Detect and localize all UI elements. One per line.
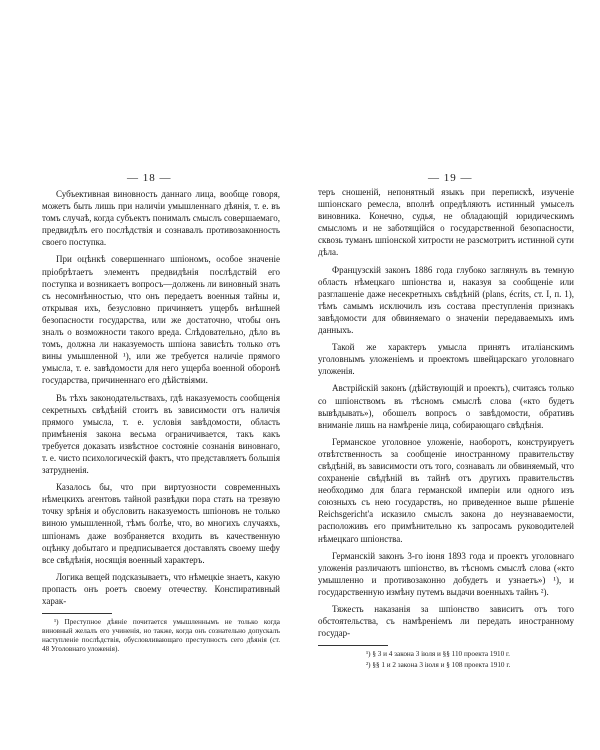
paragraph: Въ тѣхъ законодательствахъ, гдѣ наказуемость сообщенія секретныхъ свѣдѣній стоитъ въ зависимости отъ наличія прямого умысла, т. е. условія завѣдомости, область примѣненія закона весьма ограничивается, такъ какъ требуется доказать извѣстное состояніе сознанія виновнаго, т. е. чисто психологическій фактъ, что представляетъ большія затрудненія. [42, 392, 280, 476]
footnote-divider [42, 613, 112, 614]
footnote-divider [318, 645, 388, 646]
paragraph: При оцѣнкѣ совершеннаго шпіономъ, особое значеніе пріобрѣтаетъ элементъ предвидѣнія послѣдствій его поступка и возникаетъ вопросъ—должень ли виновный знать съ несомнѣнностью, что онъ передаетъ военныя тайны и, открывая ихъ, безусловно причиняетъ ущербъ внѣшней безопасности государства, или же достаточно, чтобы онъ зналъ о возможности такого вреда. Слѣдовательно, дѣло въ томъ, должна ли наказуемость шпіона зависѣть только отъ вины умышленной ¹), или же требуется наличіе прямого умысла, т. е. завѣдомости для него ущерба военной оборонѣ государства, причиненнаго его дѣйствіями. [42, 254, 280, 386]
paragraph: Тяжесть наказанія за шпіонство зависитъ отъ того обстоятельства, съ намѣреніемъ ли передать иностранному государ- [318, 604, 574, 639]
left-text-column [42, 188, 280, 656]
paragraph: Французскій законъ 1886 года глубоко заглянулъ въ темную область нѣмецкаго шпіонства и, наказуя за сообщеніе или разглашеніе даже несекретныхъ свѣдѣній (plans, écrits, ст. I, п. 1), тѣмъ самымъ исключилъ изъ состава преступленія признакъ завѣдомости для обвиняемаго о значеніи передаваемыхъ имъ данныхъ. [318, 264, 574, 336]
footnote: ²) §§ 1 и 2 закона 3 іюля и § 108 проекта 1910 г. [366, 661, 511, 670]
paragraph: Субъективная виновность даннаго лица, вообще говоря, можетъ быть лишь при наличіи умышленнаго дѣянія, т. е. въ томъ случаѣ, когда субъектъ понималъ смыслъ совершаемаго, предвидѣлъ его послѣдствія и сознавалъ противозаконность своего поступка. [42, 189, 280, 248]
paragraph: Логика вещей подсказываетъ, что нѣмецкіе знаетъ, какую пропасть онъ роетъ своему отечеству. Конспиративный харак- [42, 571, 280, 606]
paragraph: теръ сношеній, непонятный языкъ при перепискѣ, изученіе шпіонскаго ремесла, вполнѣ опредѣляютъ истинный умыселъ виновника. Конечно, судья, не обладающій юридическимъ смысломъ и не заботящійся о государственной безопасности, сквозь туманъ шпіонской хитрости не разсмотритъ истинной сути дѣла. [318, 187, 574, 258]
paragraph: Австрійскій законъ (дѣйствующій и проектъ), считаясь только со шпіонствомъ въ тѣсномъ смыслѣ слова («кто будетъ вывѣдывать»), обошелъ вопросъ о завѣдомости, обративъ вниманіе лишь на намѣреніе лица, собирающаго свѣдѣнія. [318, 383, 574, 430]
footnote: ¹) § 3 и 4 закона 3 іюля и §§ 110 проекта 1910 г. [366, 650, 510, 659]
paragraph: Казалось бы, что при виртуозности современныхъ нѣмецкихъ агентовъ тайной развѣдки пора стать на трезвую точку зрѣнія и обусловить наказуемость шпіоновъ не только виною умышленной, тѣмъ болѣе, что, во многихъ случаяхъ, шпіонамъ даже возбраняется входить въ качественную оцѣнку добытаго и предписывается доставлять своему шефу все свѣдѣнія, носящія военный характеръ. [42, 482, 280, 565]
paragraph: Германское уголовное уложеніе, наоборотъ, конструируетъ отвѣтственность за сообщеніе иностранному правительству свѣдѣній, въ зависимости отъ того, сознавалъ ли обвиняемый, что сохраненіе свѣдѣній въ тайнѣ отъ другихъ правительствъ необходимо для блага германской имперіи или одного изъ союзныхъ съ нею государствъ, но приведенное выше рѣшеніе Reichsgericht'а исказило смыслъ закона до неузнаваемости, расположивъ его примѣнительно къ запросамъ руководителей нѣмецкаго шпіонства. [318, 436, 574, 544]
paragraph: Такой же характеръ умысла принятъ италіанскимъ уголовнымъ уложеніемъ и проектомъ швейцарскаго уголовнаго уложенія. [318, 342, 574, 377]
page-number: — 18 — [127, 172, 172, 184]
paragraph: Германскій законъ 3-го іюня 1893 года и проектъ уголовнаго уложенія различаютъ шпіонство, въ тѣсномъ смыслѣ слова («кто умышленно и противозаконно добудетъ и узнаетъ») ¹), и государственную измѣну путемъ выдачи военныхъ тайнъ ²). [318, 550, 574, 597]
footnote: ¹) Преступное дѣяніе почитается умышленнымъ не только когда виновный желалъ его учиненія, но также, когда онъ сознательно допускалъ наступленіе послѣдствія, обусловливающаго преступность сего дѣянія (ст. 48 Уголовнаго уложенія). [42, 618, 280, 654]
right-text-column [318, 186, 574, 672]
page-number: — 19 — [428, 172, 473, 184]
